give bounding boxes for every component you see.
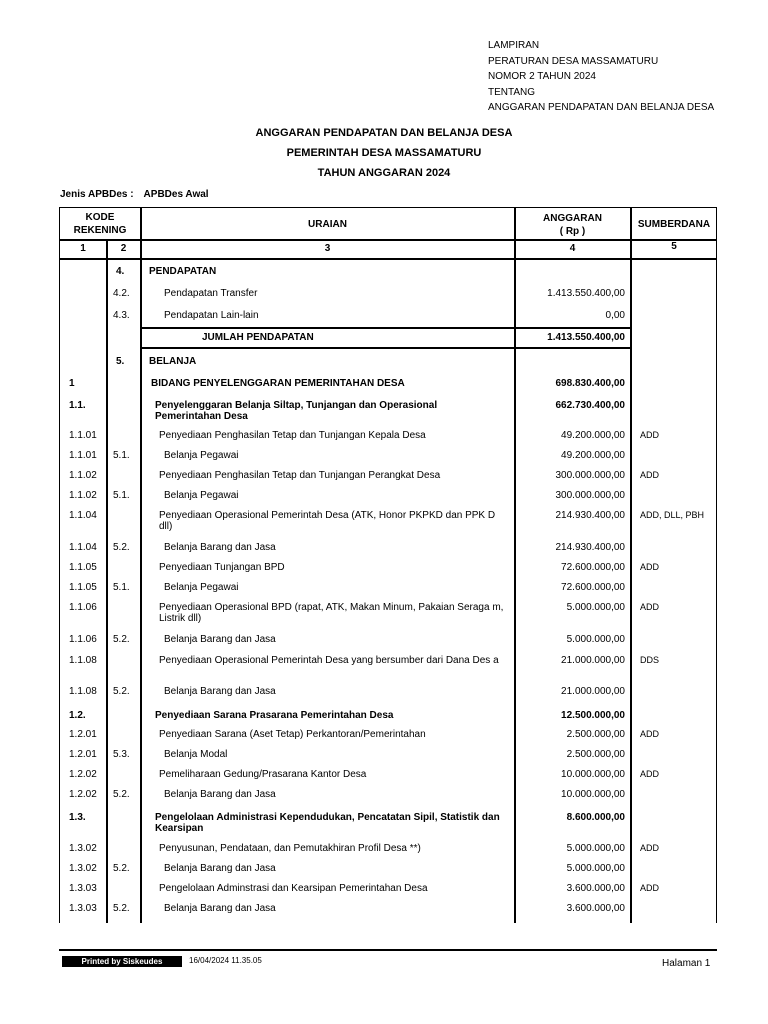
row-sumberdana: ADD (640, 769, 660, 779)
row-amount: 214.930.400,00 (555, 510, 625, 521)
row-code1: 1.1. (69, 400, 86, 411)
document-subtitle: PEMERINTAH DESA MASSAMATURU (286, 147, 482, 159)
row-sumberdana: ADD (640, 562, 660, 572)
row-code1: 1.2.02 (69, 769, 97, 780)
row-amount: 49.200.000,00 (561, 430, 625, 441)
colnum-2: 2 (120, 243, 127, 254)
row-uraian: Belanja Pegawai (164, 582, 239, 593)
row-code1: 1.2.01 (69, 749, 97, 760)
row-code1: 1.2.02 (69, 789, 97, 800)
row-code2: 4.2. (113, 288, 130, 299)
row-uraian: Pengelolaan Adminstrasi dan Kearsipan Pemerintahan Desa (159, 883, 428, 894)
lampiran-line: PERATURAN DESA MASSAMATURU (488, 55, 659, 67)
lampiran-block (488, 38, 726, 116)
row-code2: 5. (116, 356, 125, 367)
lampiran-line: TENTANG (488, 86, 536, 98)
row-sumberdana: ADD (640, 602, 660, 612)
row-code1: 1.1.01 (69, 430, 97, 441)
row-code1: 1.1.08 (69, 655, 97, 666)
row-code1: 1.2. (69, 710, 86, 721)
footer-divider (59, 949, 717, 951)
jumlah-bottom-line (140, 347, 631, 349)
row-code1: 1.1.02 (69, 470, 97, 481)
row-sumberdana: ADD (640, 430, 660, 440)
row-uraian: Pengelolaan Administrasi Kependudukan, Pencatatan Sipil, Statistik dan Kearsipan (155, 812, 500, 834)
row-code1: 1.3.02 (69, 863, 97, 874)
col-divider-2 (140, 207, 142, 923)
row-code1: 1.1.04 (69, 510, 97, 521)
row-code1: 1.3.03 (69, 883, 97, 894)
row-amount: 5.000.000,00 (566, 843, 625, 854)
row-amount: 300.000.000,00 (555, 490, 625, 501)
header-kode-line1: KODE (85, 212, 115, 223)
row-uraian: Belanja Barang dan Jasa (164, 863, 276, 874)
col-divider-4 (630, 207, 632, 923)
row-code1: 1.3. (69, 812, 86, 823)
row-uraian: BELANJA (149, 356, 197, 367)
document-title: ANGGARAN PENDAPATAN DAN BELANJA DESA (255, 127, 513, 139)
row-amount: 2.500.000,00 (566, 729, 625, 740)
header-divider (59, 239, 717, 241)
row-amount: 5.000.000,00 (566, 863, 625, 874)
row-amount: 1.413.550.400,00 (547, 288, 625, 299)
col-divider-1 (106, 239, 108, 923)
row-amount: 49.200.000,00 (561, 450, 625, 461)
row-amount: 10.000.000,00 (561, 789, 625, 800)
row-amount: 21.000.000,00 (561, 686, 625, 697)
jenis-value: APBDes Awal (143, 189, 209, 200)
header-kode (60, 211, 140, 237)
row-amount: 3.600.000,00 (566, 883, 625, 894)
row-uraian: Belanja Pegawai (164, 490, 239, 501)
row-code1: 1.3.02 (69, 843, 97, 854)
row-code1: 1.1.08 (69, 686, 97, 697)
row-amount: 2.500.000,00 (566, 749, 625, 760)
header-anggaran-line1: ANGGARAN (543, 213, 602, 224)
row-code1: 1.1.02 (69, 490, 97, 501)
colnum-1: 1 (80, 243, 86, 254)
row-amount: 1.413.550.400,00 (547, 332, 625, 343)
row-amount: 21.000.000,00 (561, 655, 625, 666)
row-uraian: Pendapatan Transfer (164, 288, 258, 299)
row-uraian: Belanja Barang dan Jasa (164, 789, 276, 800)
row-uraian: Belanja Barang dan Jasa (164, 686, 276, 697)
row-code2: 5.2. (113, 542, 130, 553)
document-year: TAHUN ANGGARAN 2024 (317, 167, 451, 179)
print-timestamp: 16/04/2024 11.35.05 (189, 956, 262, 965)
colnum-4: 4 (569, 243, 576, 254)
row-uraian: Belanja Barang dan Jasa (164, 542, 276, 553)
header-sumberdana: SUMBERDANA (637, 219, 711, 230)
row-code2: 5.1. (113, 450, 130, 461)
row-code2: 4. (116, 266, 125, 277)
row-code1: 1.1.06 (69, 602, 97, 613)
lampiran-line: ANGGARAN PENDAPATAN DAN BELANJA DESA (488, 102, 715, 113)
row-code2: 5.2. (113, 686, 130, 697)
row-code2: 5.2. (113, 903, 130, 914)
row-amount: 12.500.000,00 (561, 710, 625, 721)
row-code2: 5.1. (113, 582, 130, 593)
row-code1: 1.1.06 (69, 634, 97, 645)
row-amount: 72.600.000,00 (561, 582, 625, 593)
colnum-3: 3 (324, 243, 331, 254)
header-anggaran (515, 212, 630, 238)
row-uraian: Belanja Modal (164, 749, 228, 760)
row-uraian: Belanja Barang dan Jasa (164, 634, 276, 645)
row-uraian: Penyediaan Sarana Prasarana Pemerintahan Desa (155, 710, 394, 721)
row-sumberdana: ADD (640, 883, 660, 893)
row-code1: 1.1.01 (69, 450, 97, 461)
row-uraian: Belanja Barang dan Jasa (164, 903, 276, 914)
row-sumberdana: ADD, DLL, PBH (640, 510, 705, 520)
printed-by-badge: Printed by Siskeudes (62, 956, 182, 967)
row-uraian: Belanja Pegawai (164, 450, 239, 461)
row-uraian: Pemeliharaan Gedung/Prasarana Kantor Desa (159, 769, 367, 780)
row-amount: 72.600.000,00 (561, 562, 625, 573)
row-uraian: Penyediaan Penghasilan Tetap dan Tunjangan Kepala Desa (159, 430, 426, 441)
row-code1: 1.1.05 (69, 582, 97, 593)
header-kode-line2: REKENING (73, 225, 127, 236)
row-code2: 5.1. (113, 490, 130, 501)
row-uraian: PENDAPATAN (149, 266, 217, 277)
row-sumberdana: DDS (640, 655, 660, 665)
row-uraian: Penyediaan Operasional BPD (rapat, ATK, Makan Minum, Pakaian Seraga m, Listrik dll) (159, 602, 504, 624)
row-code1: 1.2.01 (69, 729, 97, 740)
row-amount: 698.830.400,00 (555, 378, 625, 389)
row-uraian: Penyelenggaran Belanja Siltap, Tunjangan dan Operasional Pemerintahan Desa (155, 400, 438, 422)
row-code2: 5.2. (113, 634, 130, 645)
row-code1: 1.1.04 (69, 542, 97, 553)
row-sumberdana: ADD (640, 729, 660, 739)
jenis-apbdes (60, 189, 209, 200)
jumlah-top-line (140, 327, 631, 329)
row-uraian: Penyediaan Operasional Pemerintah Desa yang bersumber dari Dana Des a (159, 655, 499, 666)
row-amount: 300.000.000,00 (555, 470, 625, 481)
page-number: Halaman 1 (662, 958, 711, 969)
row-amount: 8.600.000,00 (566, 812, 625, 823)
row-amount: 10.000.000,00 (561, 769, 625, 780)
row-uraian: Penyediaan Sarana (Aset Tetap) Perkantoran/Pemerintahan (159, 729, 426, 740)
row-code2: 4.3. (113, 310, 130, 321)
row-uraian: Penyusunan, Pendataan, dan Pemutakhiran Profil Desa **) (159, 843, 421, 854)
row-uraian: Penyediaan Tunjangan BPD (159, 562, 285, 573)
row-code2: 5.2. (113, 863, 130, 874)
row-amount: 0,00 (605, 310, 625, 321)
jenis-label: Jenis APBDes : (60, 189, 134, 200)
header-uraian: URAIAN (308, 219, 347, 230)
header-anggaran-line2: ( Rp ) (559, 226, 586, 237)
row-sumberdana: ADD (640, 843, 660, 853)
row-uraian: Penyediaan Operasional Pemerintah Desa (ATK, Honor PKPKD dan PPK D dll) (159, 510, 496, 532)
row-amount: 214.930.400,00 (555, 542, 625, 553)
header-bottom-line (59, 258, 717, 260)
lampiran-line: LAMPIRAN (488, 40, 540, 51)
row-code1: 1.3.03 (69, 903, 97, 914)
row-code1: 1 (69, 378, 75, 389)
row-code2: 5.3. (113, 749, 130, 760)
row-code1: 1.1.05 (69, 562, 97, 573)
row-amount: 5.000.000,00 (566, 634, 625, 645)
row-uraian: BIDANG PENYELENGGARAN PEMERINTAHAN DESA (151, 378, 405, 389)
row-amount: 5.000.000,00 (566, 602, 625, 613)
row-amount: 662.730.400,00 (555, 400, 625, 411)
row-uraian: Penyediaan Penghasilan Tetap dan Tunjangan Perangkat Desa (159, 470, 441, 481)
row-sumberdana: ADD (640, 470, 660, 480)
row-uraian: Pendapatan Lain-lain (164, 310, 259, 321)
row-code2: 5.2. (113, 789, 130, 800)
lampiran-line: NOMOR 2 TAHUN 2024 (488, 71, 596, 82)
row-amount: 3.600.000,00 (566, 903, 625, 914)
colnum-5: 5 (671, 241, 677, 252)
row-uraian: JUMLAH PENDAPATAN (202, 332, 314, 343)
